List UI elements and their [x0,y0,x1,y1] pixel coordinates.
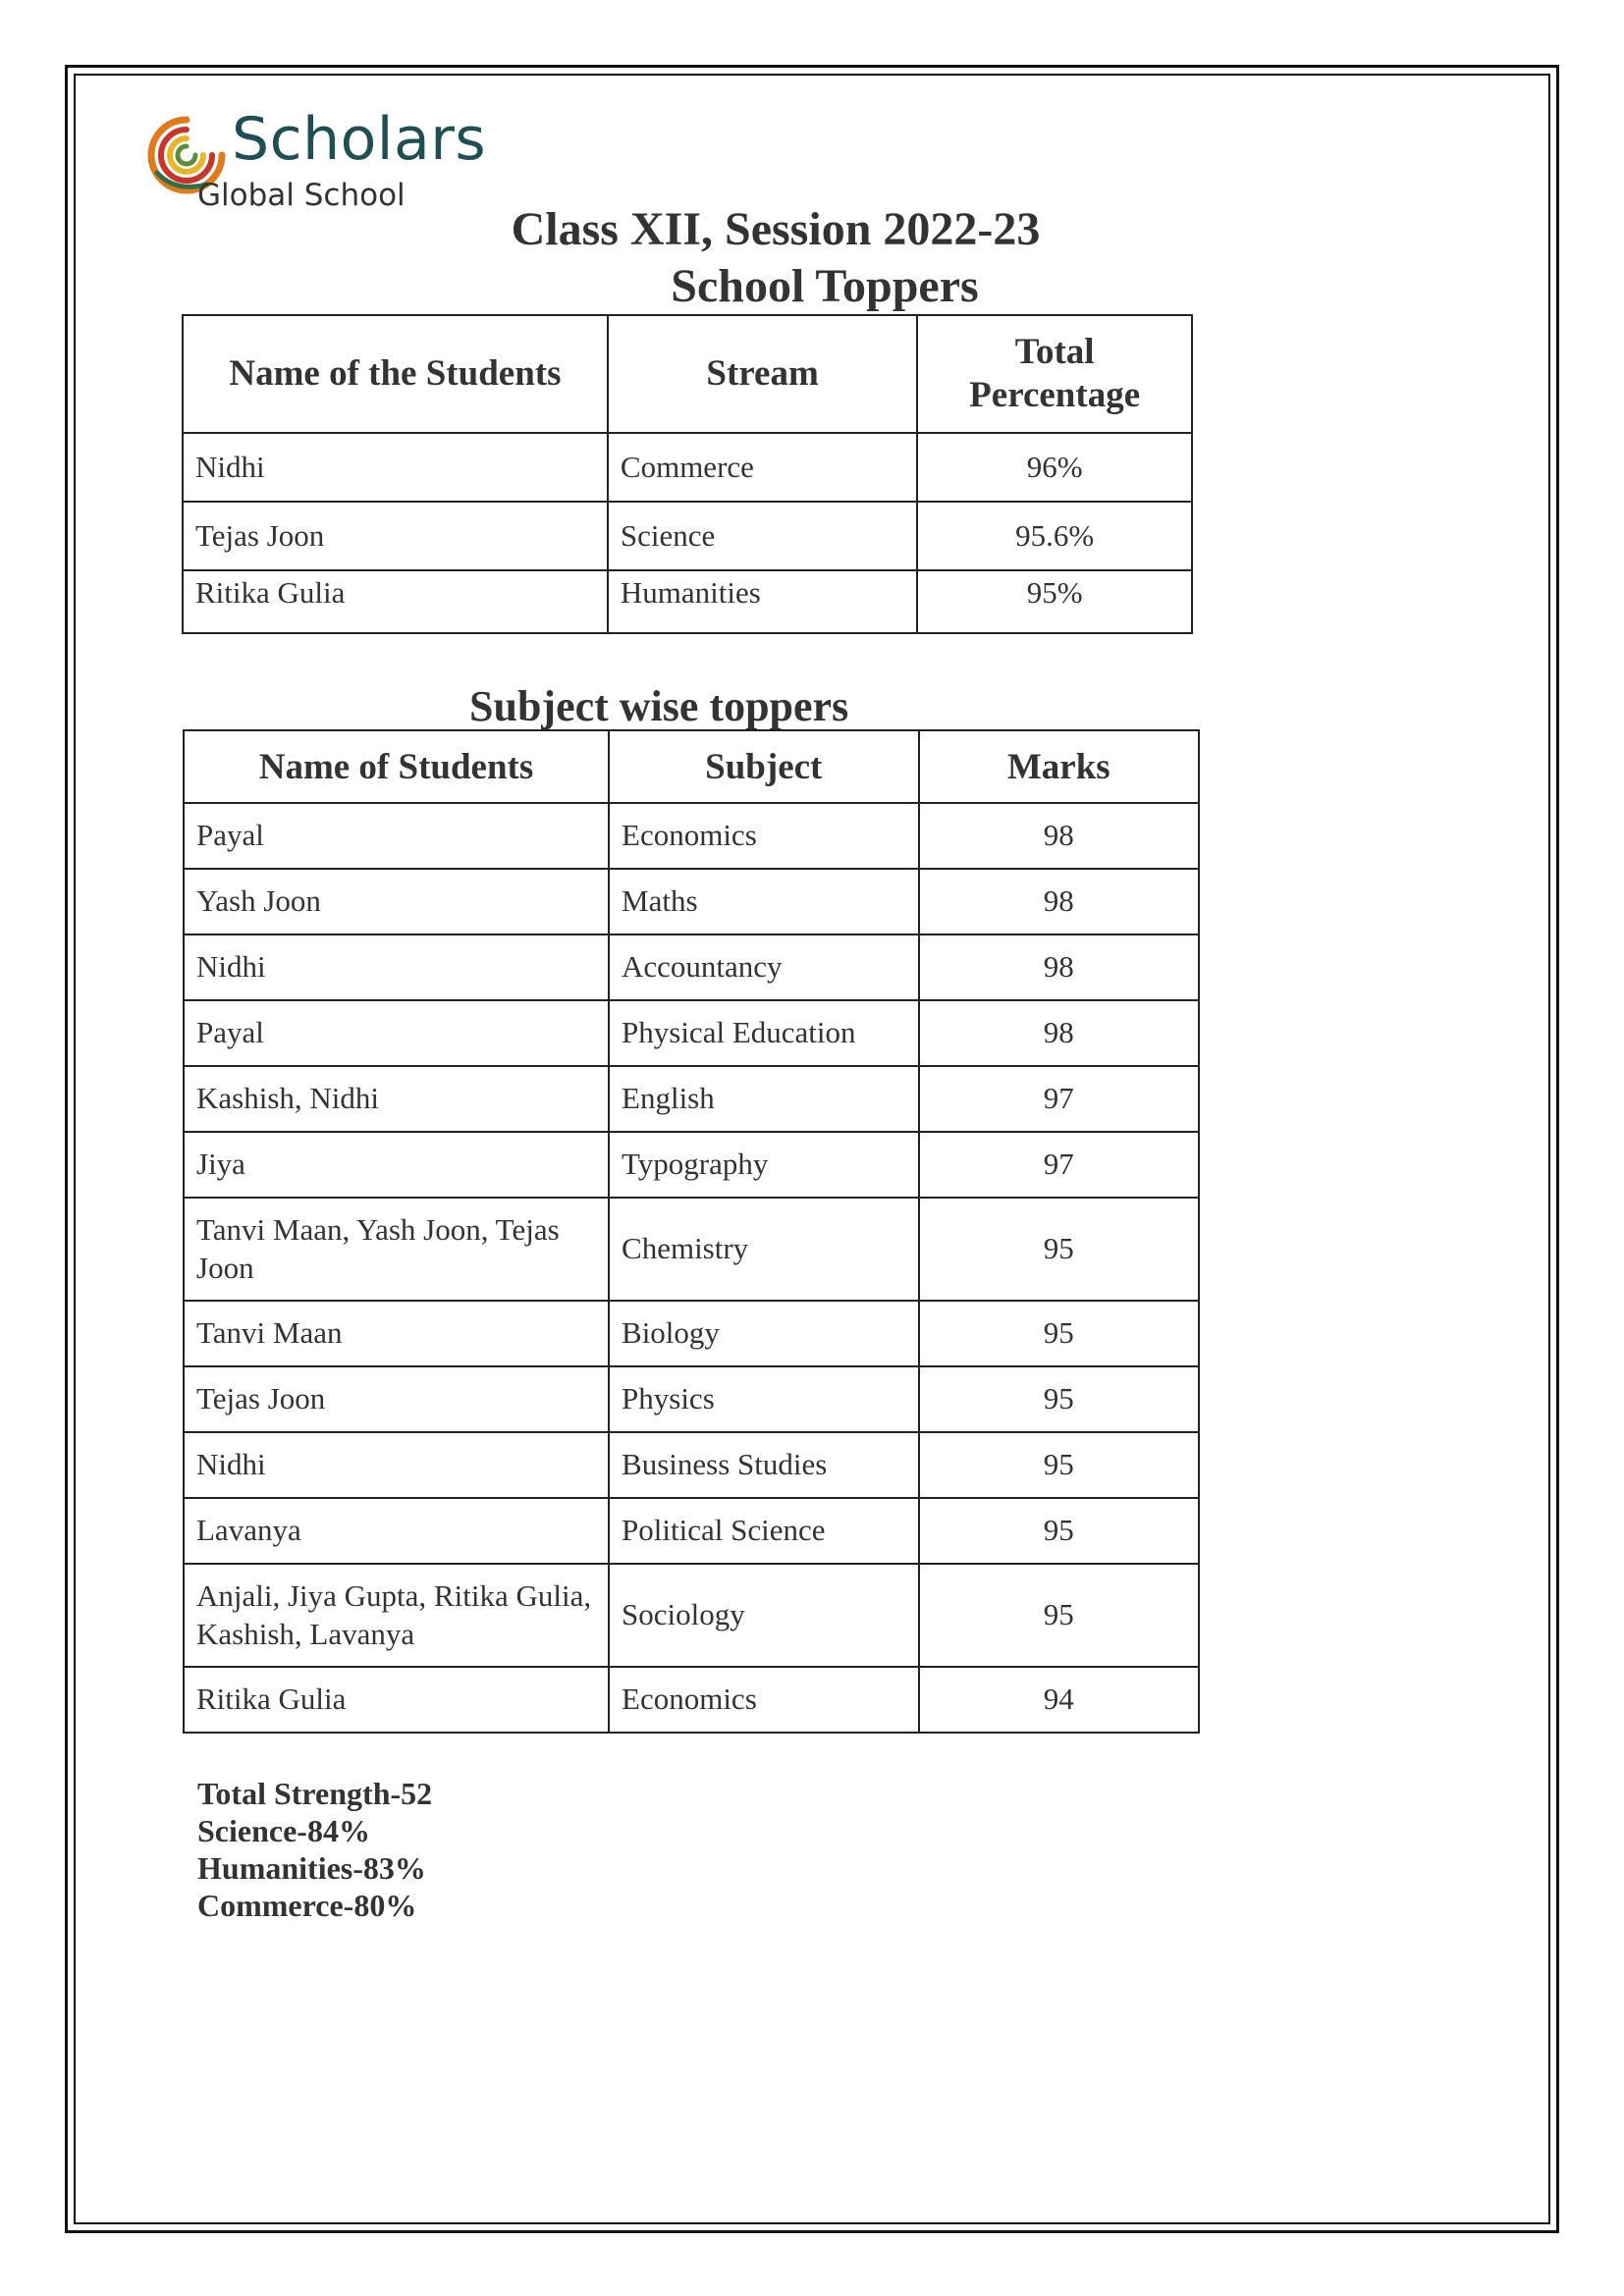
column-header: Total Percentage [917,315,1192,433]
subject: Economics [609,803,919,869]
student-names: Lavanya [184,1498,609,1564]
table-row [183,502,1192,570]
marks: 97 [919,1066,1199,1132]
stream: Humanities [608,570,917,633]
school-toppers-table [182,314,1193,634]
percentage: 95% [917,570,1192,633]
marks: 98 [919,1000,1199,1066]
marks: 95 [919,1301,1199,1366]
marks: 95 [919,1366,1199,1432]
table-row [184,803,1199,869]
column-header: Name of the Students [183,315,608,433]
marks: 98 [919,869,1199,934]
student-names: Payal [184,1000,609,1066]
table-row [184,1000,1199,1066]
subject-toppers-table [183,729,1200,1734]
humanities-result: Humanities-83% [197,1850,426,1886]
student-names: Ritika Gulia [184,1667,609,1733]
section-title: Subject wise toppers [469,682,849,730]
marks: 98 [919,803,1199,869]
table-row [184,1198,1199,1301]
school-logo [145,105,487,228]
student-names: Yash Joon [184,869,609,934]
stream: Commerce [608,433,917,502]
subject: English [609,1066,919,1132]
page-title [491,201,1060,314]
marks: 95 [919,1498,1199,1564]
column-header: Stream [608,315,917,433]
column-header: Marks [919,730,1199,803]
student-names: Kashish, Nidhi [184,1066,609,1132]
table-header-row [184,730,1199,803]
subject: Economics [609,1667,919,1733]
column-header: Subject [609,730,919,803]
marks: 94 [919,1667,1199,1733]
science-result: Science-84% [197,1813,370,1848]
subject: Political Science [609,1498,919,1564]
student-names: Payal [184,803,609,869]
student-names: Anjali, Jiya Gupta, Ritika Gulia, Kashish, Lavanya [184,1564,609,1667]
student-names: Nidhi [184,934,609,1000]
marks: 95 [919,1432,1199,1498]
table-row [184,1667,1199,1733]
table-row [184,1432,1199,1498]
student-names: Jiya [184,1132,609,1198]
subject: Chemistry [609,1198,919,1301]
marks: 98 [919,934,1199,1000]
title-line-2: School Toppers [671,259,979,312]
marks: 95 [919,1564,1199,1667]
subject: Business Studies [609,1432,919,1498]
student-name: Ritika Gulia [183,570,608,633]
table-header-row [183,315,1192,433]
table-row [184,934,1199,1000]
subject: Accountancy [609,934,919,1000]
subject: Maths [609,869,919,934]
table-row [184,1066,1199,1132]
subject: Sociology [609,1564,919,1667]
logo-subtitle: Global School [197,178,406,213]
table-row [184,1564,1199,1667]
table-row [184,869,1199,934]
student-names: Nidhi [184,1432,609,1498]
table-row [184,1132,1199,1198]
subject: Physics [609,1366,919,1432]
subject: Biology [609,1301,919,1366]
table-row [184,1366,1199,1432]
table-row [184,1301,1199,1366]
percentage: 95.6% [917,502,1192,570]
results-summary [197,1775,432,1924]
commerce-result: Commerce-80% [197,1888,417,1923]
student-name: Tejas Joon [183,502,608,570]
stream: Science [608,502,917,570]
table-row [183,570,1192,633]
student-names: Tejas Joon [184,1366,609,1432]
student-names: Tanvi Maan, Yash Joon, Tejas Joon [184,1198,609,1301]
percentage: 96% [917,433,1192,502]
student-name: Nidhi [183,433,608,502]
total-strength: Total Strength-52 [197,1776,433,1811]
column-header: Name of Students [184,730,609,803]
table-row [184,1498,1199,1564]
subject: Physical Education [609,1000,919,1066]
title-line-1: Class XII, Session 2022-23 [511,203,1041,255]
subject: Typography [609,1132,919,1198]
logo-name: Scholars [232,105,487,174]
table-row [183,433,1192,502]
marks: 95 [919,1198,1199,1301]
marks: 97 [919,1132,1199,1198]
student-names: Tanvi Maan [184,1301,609,1366]
